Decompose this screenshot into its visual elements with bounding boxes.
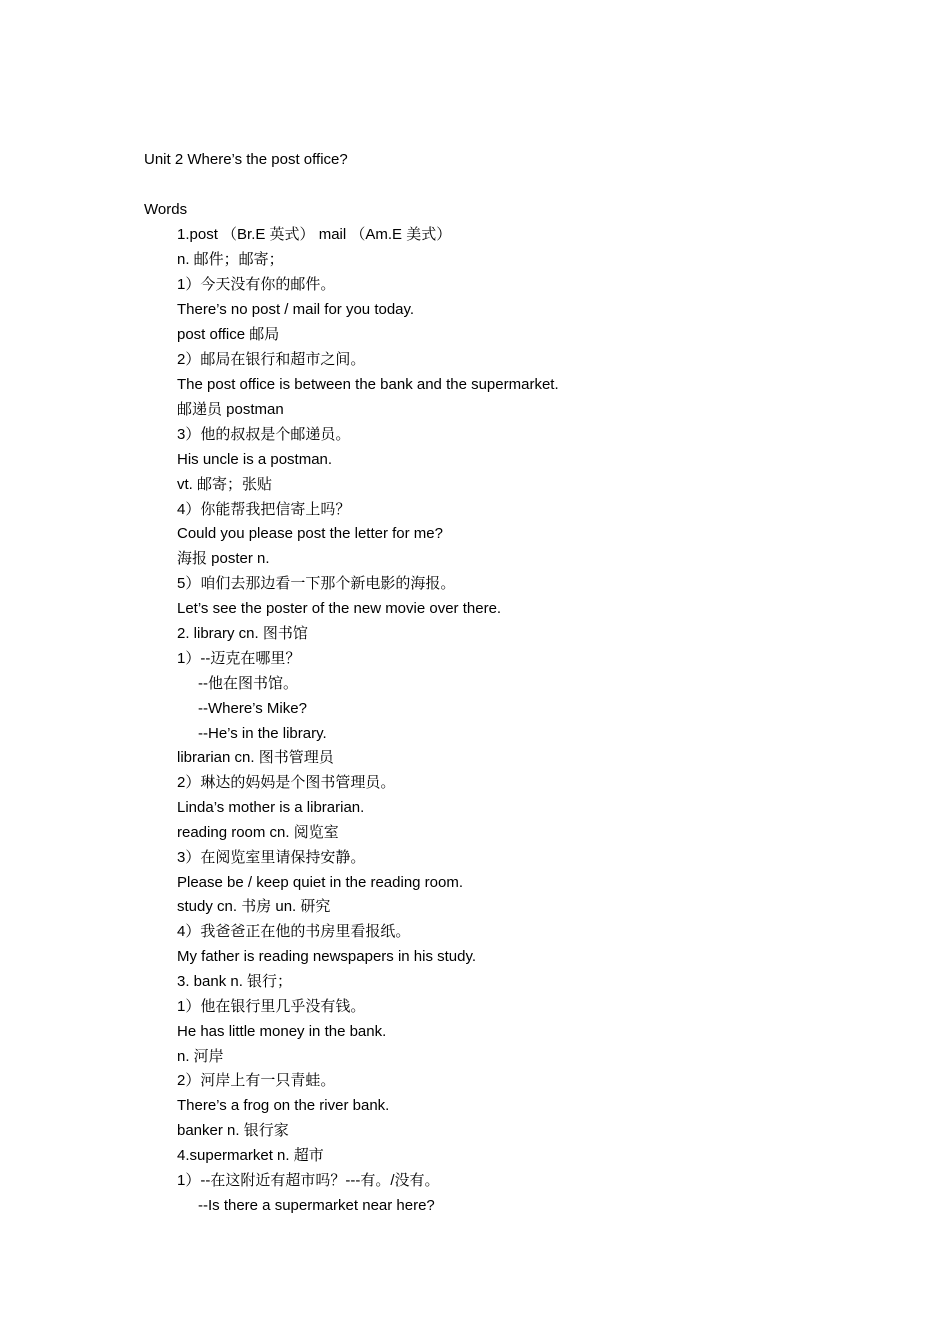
example-chinese: 4）我爸爸正在他的书房里看报纸。: [177, 923, 411, 940]
definition-line: librarian cn. 图书管理员: [177, 749, 334, 766]
example-chinese: 1）--迈克在哪里？: [177, 650, 301, 667]
example-english: My father is reading newspapers in his study.: [177, 948, 477, 965]
example-english: The post office is between the bank and the supermarket.: [177, 376, 559, 393]
example-chinese: 1）今天没有你的邮件。: [177, 276, 336, 293]
example-chinese: 3）在阅览室里请保持安静。: [177, 849, 366, 866]
definition-line: banker n. 银行家: [177, 1122, 289, 1139]
word-entry-heading: 4.supermarket n. 超市: [177, 1147, 324, 1164]
example-english: There’s a frog on the river bank.: [177, 1097, 390, 1114]
word-entry-heading: 2. library cn. 图书馆: [177, 625, 308, 642]
example-english: Please be / keep quiet in the reading room.: [177, 874, 464, 891]
example-chinese: 2）琳达的妈妈是个图书管理员。: [177, 774, 396, 791]
example-english: His uncle is a postman.: [177, 451, 333, 468]
example-english: --Is there a supermarket near here?: [198, 1197, 435, 1214]
definition-line: n. 邮件；邮寄；: [177, 251, 284, 268]
definition-line: 邮递员 postman: [177, 401, 284, 418]
example-chinese: 1）--在这附近有超市吗？---有。/没有。: [177, 1172, 440, 1189]
example-chinese: 4）你能帮我把信寄上吗？: [177, 501, 351, 518]
definition-line: vt. 邮寄；张贴: [177, 476, 273, 493]
example-chinese: 1）他在银行里几乎没有钱。: [177, 998, 366, 1015]
example-english: There’s no post / mail for you today.: [177, 301, 415, 318]
example-chinese: 5）咱们去那边看一下那个新电影的海报。: [177, 575, 456, 592]
word-entry-heading: 1.post （Br.E 英式） mail （Am.E 美式）: [177, 226, 452, 243]
example-english: Could you please post the letter for me?: [177, 525, 443, 542]
example-english: --He’s in the library.: [198, 725, 327, 742]
section-heading: Words: [144, 201, 188, 218]
example-chinese: --他在图书馆。: [198, 675, 298, 692]
document-title: Unit 2 Where’s the post office?: [144, 151, 348, 168]
definition-line: n. 河岸: [177, 1048, 224, 1065]
example-english: Linda’s mother is a librarian.: [177, 799, 365, 816]
definition-line: reading room cn. 阅览室: [177, 824, 339, 841]
definition-line: 海报 poster n.: [177, 550, 270, 567]
example-chinese: 3）他的叔叔是个邮递员。: [177, 426, 351, 443]
definition-line: study cn. 书房 un. 研究: [177, 898, 331, 915]
example-english: --Where’s Mike?: [198, 700, 307, 717]
example-chinese: 2）邮局在银行和超市之间。: [177, 351, 366, 368]
example-english: Let’s see the poster of the new movie over there.: [177, 600, 502, 617]
example-english: He has little money in the bank.: [177, 1023, 387, 1040]
example-chinese: 2）河岸上有一只青蛙。: [177, 1072, 336, 1089]
definition-line: post office 邮局: [177, 326, 280, 343]
word-entry-heading: 3. bank n. 银行；: [177, 973, 293, 990]
